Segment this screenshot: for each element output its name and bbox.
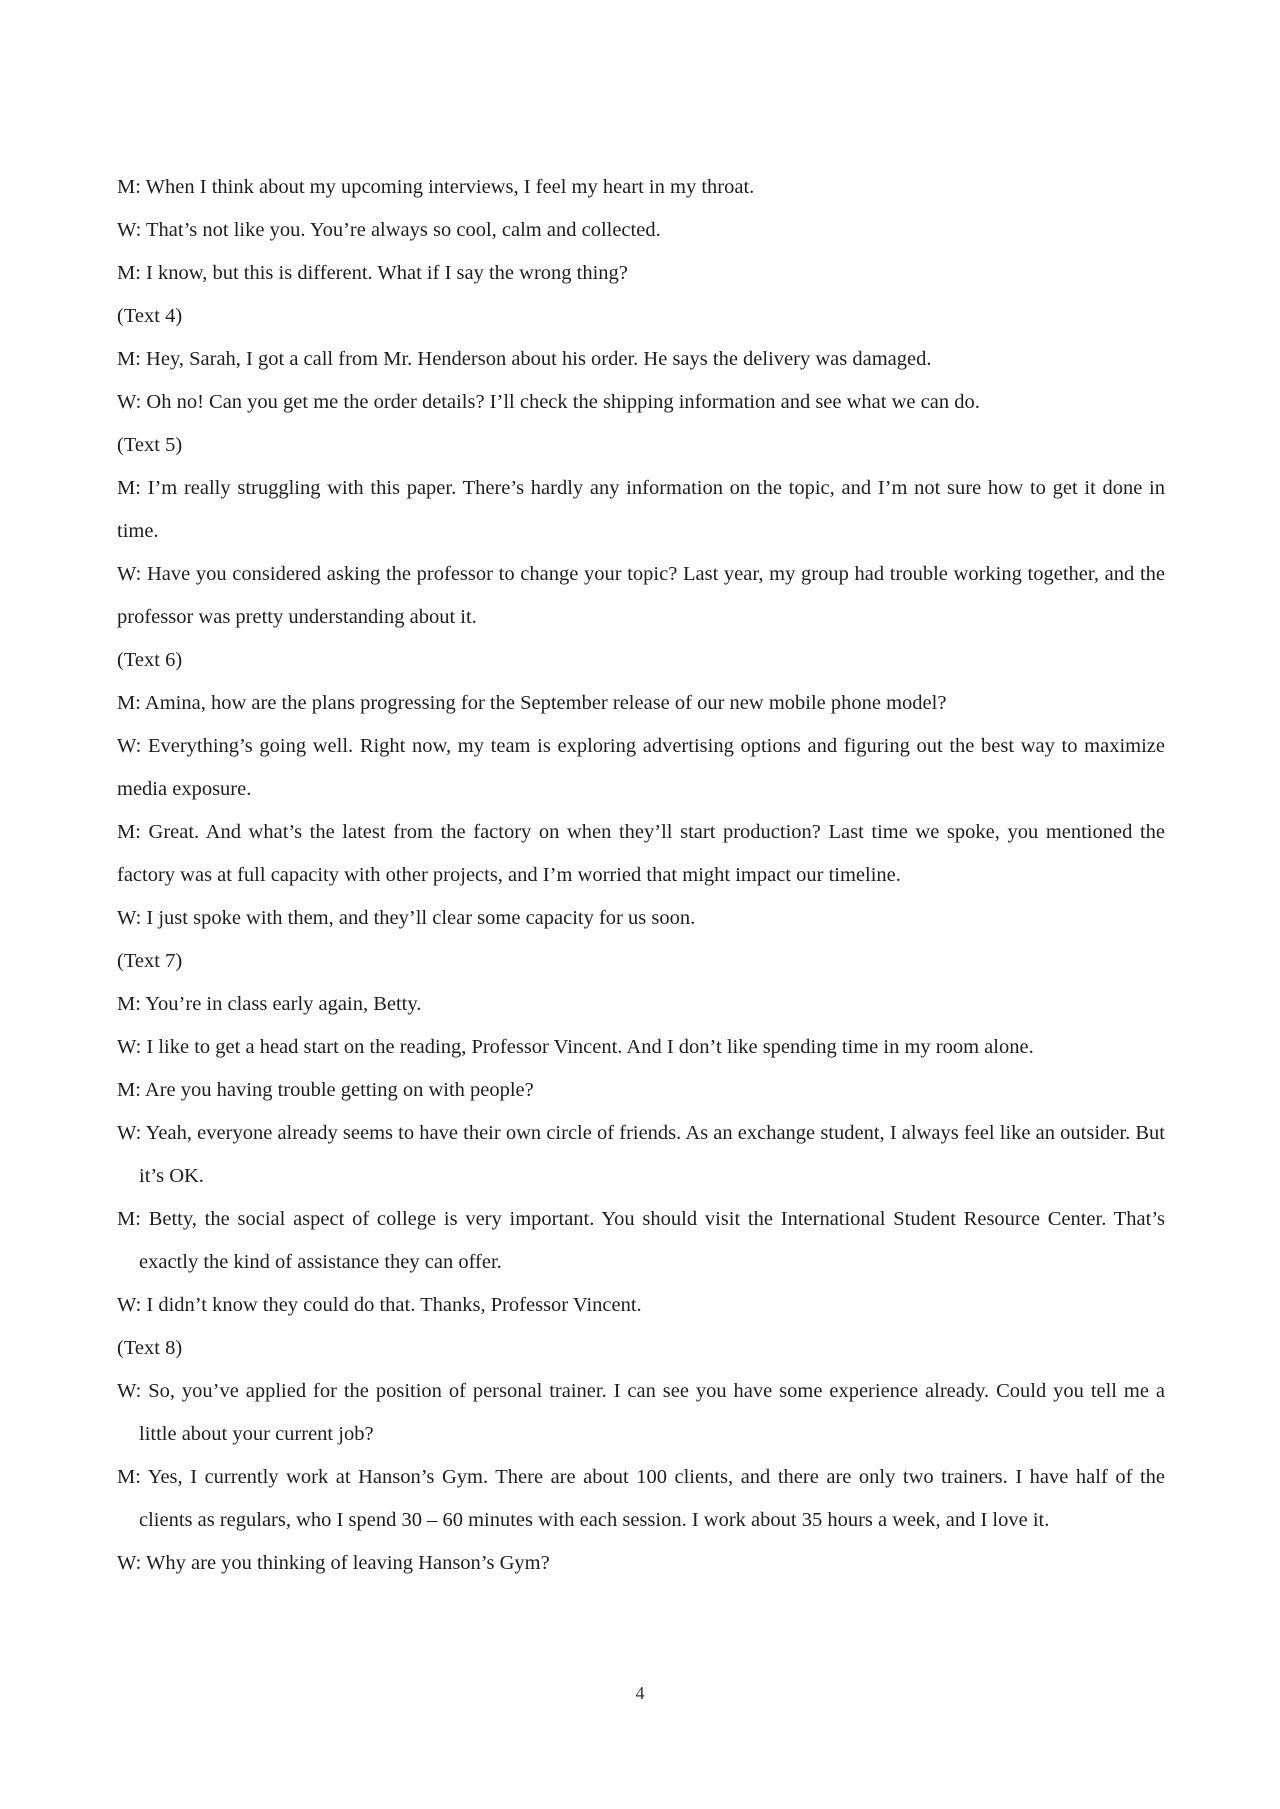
transcript-line: W: I didn’t know they could do that. Thanks, Professor Vincent. <box>117 1294 642 1316</box>
transcript-line: W: Yeah, everyone already seems to have their own circle of friends. As an exchange student, I always feel like an outsider. But it’s OK. <box>117 1122 1165 1187</box>
transcript-line: M: Amina, how are the plans progressing for the September release of our new mobile phone model? <box>117 692 947 714</box>
transcript-line: W: Everything’s going well. Right now, my team is exploring advertising options and figuring out the best way to maximize media exposure. <box>117 735 1165 800</box>
transcript-line: W: Have you considered asking the professor to change your topic? Last year, my group had trouble working together, and the professor was pretty understanding about it. <box>117 563 1165 628</box>
transcript-line: W: Oh no! Can you get me the order details? I’ll check the shipping information and see what we can do. <box>117 391 980 413</box>
transcript-line: M: You’re in class early again, Betty. <box>117 993 422 1015</box>
transcript-line: M: I’m really struggling with this paper. There’s hardly any information on the topic, and I’m not sure how to get it done in time. <box>117 477 1165 542</box>
transcript-body <box>117 166 1165 1585</box>
transcript-line: M: Great. And what’s the latest from the factory on when they’ll start production? Last time we spoke, you mentioned the factory was at full capacity with other projects, and I’m worried that might impact our timeline. <box>117 821 1165 886</box>
transcript-line: M: Are you having trouble getting on with people? <box>117 1079 534 1101</box>
section-heading: (Text 5) <box>117 434 183 456</box>
transcript-line: M: When I think about my upcoming interviews, I feel my heart in my throat. <box>117 176 755 198</box>
transcript-line: M: Hey, Sarah, I got a call from Mr. Henderson about his order. He says the delivery was damaged. <box>117 348 932 370</box>
section-heading: (Text 4) <box>117 305 183 327</box>
section-heading: (Text 7) <box>117 950 183 972</box>
transcript-line: W: That’s not like you. You’re always so cool, calm and collected. <box>117 219 661 241</box>
section-heading: (Text 8) <box>117 1337 183 1359</box>
transcript-line: M: Yes, I currently work at Hanson’s Gym. There are about 100 clients, and there are only two trainers. I have half of the clients as regulars, who I spend 30 – 60 minutes with each session. I work about 35 hours a week, and I love it. <box>117 1466 1165 1531</box>
transcript-line: W: Why are you thinking of leaving Hanson’s Gym? <box>117 1552 550 1574</box>
transcript-line: W: I just spoke with them, and they’ll clear some capacity for us soon. <box>117 907 696 929</box>
transcript-line: W: So, you’ve applied for the position of personal trainer. I can see you have some experience already. Could you tell me a little about your current job? <box>117 1380 1165 1445</box>
transcript-line: M: I know, but this is different. What if I say the wrong thing? <box>117 262 628 284</box>
transcript-line: W: I like to get a head start on the reading, Professor Vincent. And I don’t like spending time in my room alone. <box>117 1036 1034 1058</box>
section-heading: (Text 6) <box>117 649 183 671</box>
page-number: 4 <box>635 1683 645 1703</box>
transcript-line: M: Betty, the social aspect of college is very important. You should visit the International Student Resource Center. That’s exactly the kind of assistance they can offer. <box>117 1208 1165 1273</box>
